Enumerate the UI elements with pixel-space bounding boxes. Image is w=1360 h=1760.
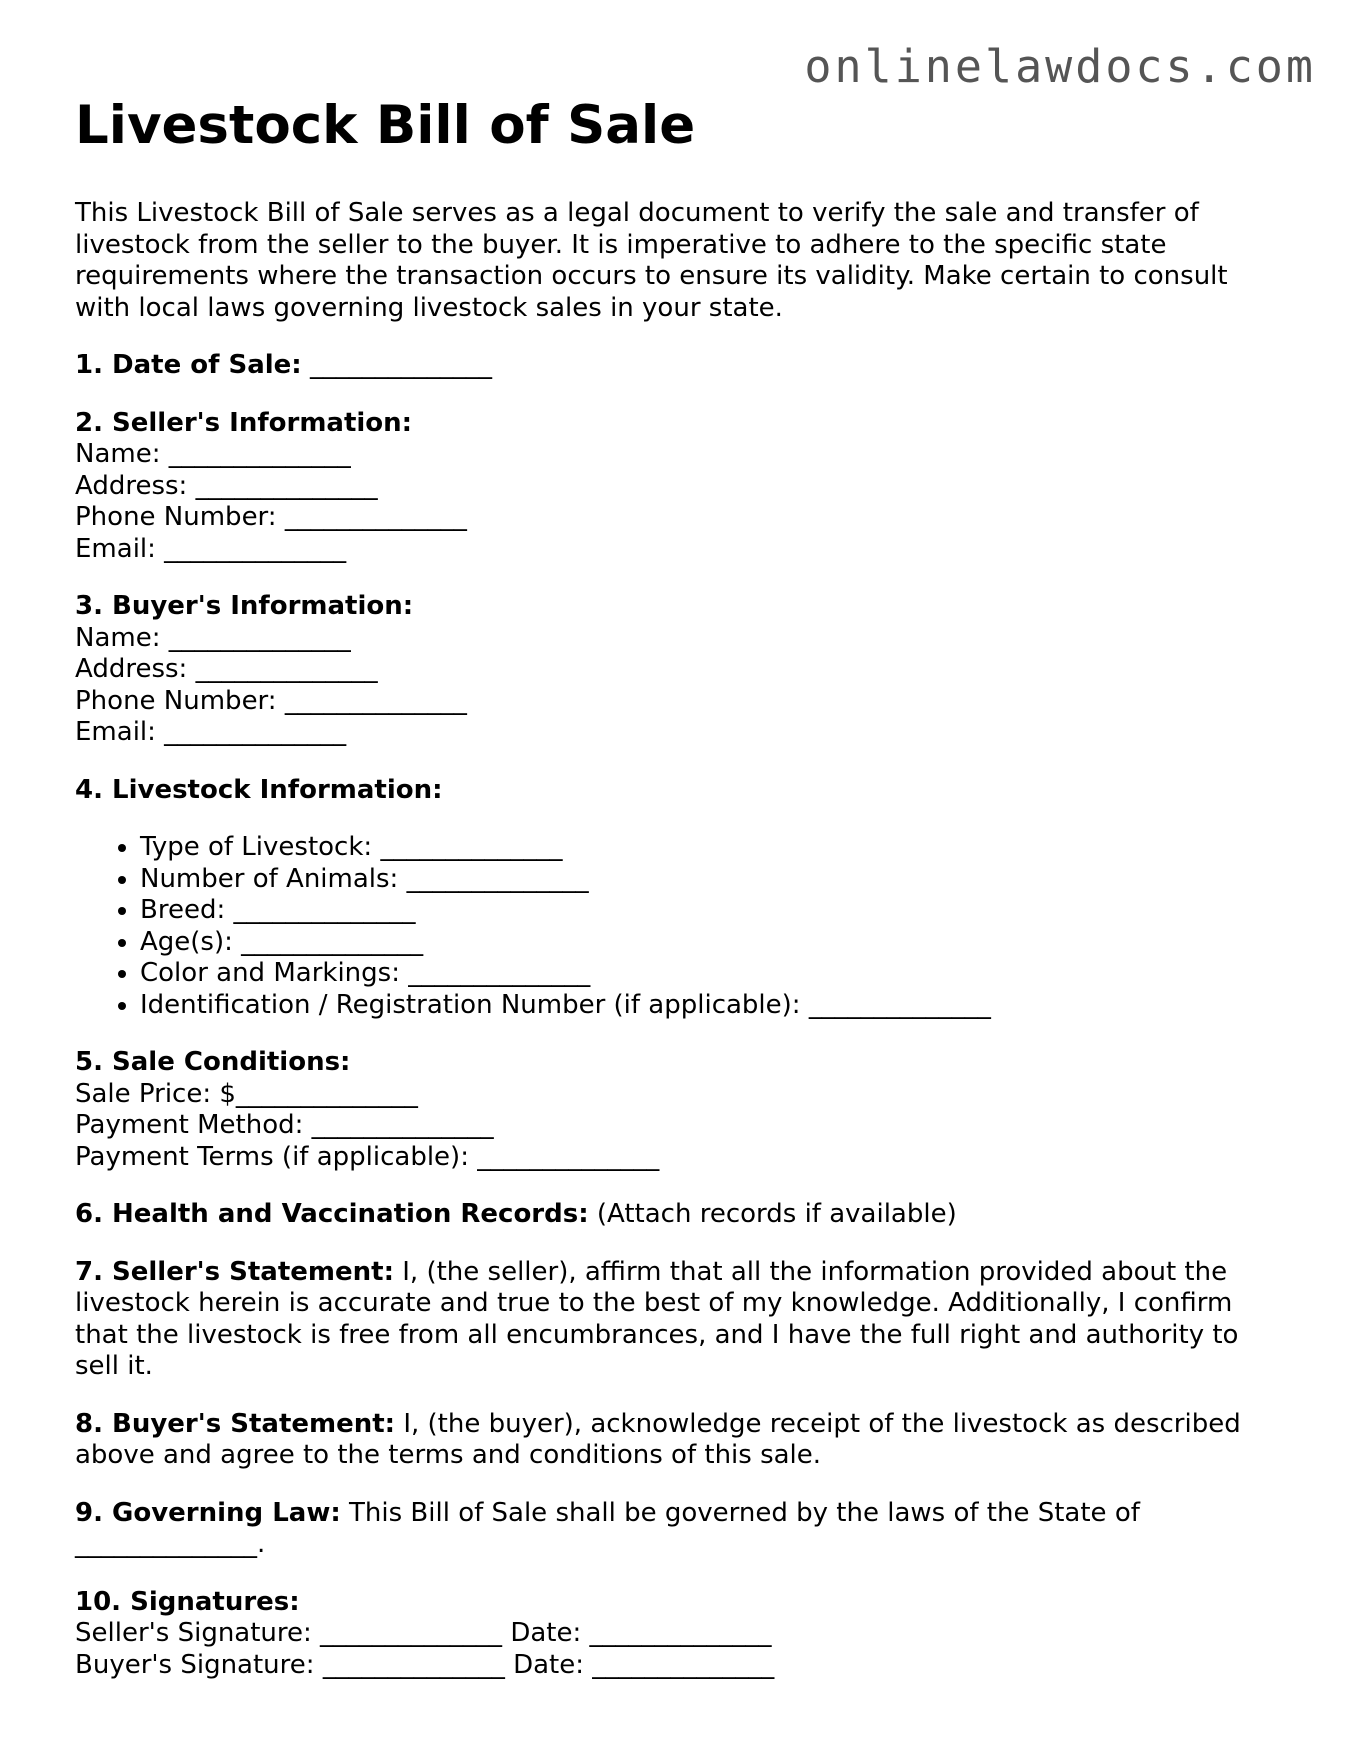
field-label: Phone Number: bbox=[75, 502, 277, 532]
field-label: Phone Number: bbox=[75, 685, 277, 716]
governing-law-section bbox=[75, 1498, 1285, 1561]
seller-name-row bbox=[75, 439, 1285, 471]
seller-address-row bbox=[75, 471, 1285, 503]
seller-info-section bbox=[75, 408, 1285, 566]
field-label: Breed: bbox=[140, 895, 226, 925]
list-item bbox=[140, 990, 1285, 1022]
site-watermark: onlinelawdocs.com bbox=[804, 40, 1316, 93]
date-of-sale-section bbox=[75, 350, 1285, 382]
intro-paragraph: This Livestock Bill of Sale serves as a legal document to verify the sale and transfer of livestock from the seller to the buyer. It is imperative to adhere to the specific state requirements where the transaction occurs to ensure its validity. Make certain to consult with local laws governing livestock sales in your state. bbox=[75, 198, 1228, 323]
signatures-section bbox=[75, 1587, 1285, 1682]
livestock-info-heading: 4. Livestock Information: bbox=[75, 774, 443, 805]
registration-number-blank[interactable]: ______________ bbox=[808, 989, 991, 1020]
health-section bbox=[75, 1199, 1285, 1231]
list-item bbox=[140, 958, 1285, 990]
governing-law-heading: 9. Governing Law: bbox=[75, 1497, 341, 1528]
buyer-name-row bbox=[75, 623, 1285, 655]
buyer-phone-row bbox=[75, 686, 1285, 718]
field-label: Payment Terms (if applicable): bbox=[75, 1141, 469, 1172]
list-item bbox=[140, 832, 1285, 864]
list-item bbox=[140, 895, 1285, 927]
buyer-phone-blank[interactable]: ______________ bbox=[284, 685, 467, 716]
signatures-heading: 10. Signatures: bbox=[75, 1586, 300, 1617]
payment-method-blank[interactable]: ______________ bbox=[311, 1110, 494, 1140]
field-label: Number of Animals: bbox=[140, 863, 399, 894]
color-markings-blank[interactable]: ______________ bbox=[408, 958, 591, 988]
field-label: Color and Markings: bbox=[140, 958, 400, 988]
livestock-type-blank[interactable]: ______________ bbox=[380, 832, 563, 862]
livestock-info-list bbox=[75, 832, 1285, 1021]
buyer-name-blank[interactable]: ______________ bbox=[168, 622, 351, 653]
seller-statement-heading: 7. Seller's Statement: bbox=[75, 1256, 394, 1287]
seller-phone-blank[interactable]: ______________ bbox=[284, 502, 467, 532]
buyer-signature-row bbox=[75, 1650, 1285, 1682]
field-label: Date: bbox=[513, 1649, 584, 1680]
buyer-statement-text: I, (the buyer), acknowledge receipt of the livestock as described above and agree to the terms and conditions of this sale. bbox=[75, 1408, 1241, 1470]
seller-signature-row bbox=[75, 1618, 1285, 1650]
sale-conditions-section bbox=[75, 1047, 1285, 1173]
sale-conditions-heading: 5. Sale Conditions: bbox=[75, 1047, 351, 1077]
payment-terms-blank[interactable]: ______________ bbox=[477, 1141, 660, 1172]
buyer-info-heading: 3. Buyer's Information: bbox=[75, 591, 414, 621]
buyer-statement-section bbox=[75, 1409, 1285, 1472]
seller-email-blank[interactable]: ______________ bbox=[164, 533, 347, 564]
buyer-signature-blank[interactable]: ______________ bbox=[322, 1649, 505, 1680]
field-label: Age(s): bbox=[140, 926, 233, 957]
health-text: (Attach records if available) bbox=[596, 1199, 957, 1229]
seller-date-blank[interactable]: ______________ bbox=[589, 1618, 772, 1648]
field-label: Name: bbox=[75, 439, 161, 469]
livestock-info-section bbox=[75, 775, 1285, 1022]
seller-signature-blank[interactable]: ______________ bbox=[320, 1618, 503, 1648]
field-label: Type of Livestock: bbox=[140, 832, 373, 862]
field-label: Date: bbox=[510, 1618, 582, 1648]
sale-price-blank[interactable]: ______________ bbox=[235, 1078, 418, 1109]
seller-statement-section bbox=[75, 1257, 1285, 1383]
payment-terms-row bbox=[75, 1142, 1285, 1174]
field-label: Email: bbox=[75, 717, 156, 747]
breed-blank[interactable]: ______________ bbox=[233, 895, 416, 925]
document-title: Livestock Bill of Sale bbox=[75, 95, 696, 156]
field-label: Payment Method: bbox=[75, 1110, 304, 1140]
buyer-email-blank[interactable]: ______________ bbox=[164, 717, 347, 747]
payment-method-row bbox=[75, 1110, 1285, 1142]
field-label: Identification / Registration Number (if applicable): bbox=[140, 989, 801, 1020]
seller-name-blank[interactable]: ______________ bbox=[168, 439, 351, 469]
list-item bbox=[140, 864, 1285, 896]
field-label: Address: bbox=[75, 654, 188, 684]
sale-price-row bbox=[75, 1079, 1285, 1111]
document-body bbox=[75, 94, 1285, 1707]
field-label: Seller's Signature: bbox=[75, 1618, 312, 1648]
seller-email-row bbox=[75, 534, 1285, 566]
governing-law-text: This Bill of Sale shall be governed by the laws of the State of bbox=[349, 1497, 1140, 1528]
buyer-statement-heading: 8. Buyer's Statement: bbox=[75, 1408, 396, 1439]
seller-info-heading: 2. Seller's Information: bbox=[75, 407, 413, 438]
seller-statement-text: I, (the seller), affirm that all the information provided about the livestock herein is accurate and true to the best of my knowledge. Additionally, I confirm that the livestock is free from all encumbrances, and I have the full right and authority to sell it. bbox=[75, 1256, 1239, 1381]
field-label: Address: bbox=[75, 470, 188, 501]
buyer-info-section bbox=[75, 591, 1285, 749]
list-item bbox=[140, 927, 1285, 959]
date-of-sale-blank[interactable]: ______________ bbox=[309, 350, 492, 380]
age-blank[interactable]: ______________ bbox=[241, 926, 424, 957]
buyer-email-row bbox=[75, 717, 1285, 749]
buyer-address-row bbox=[75, 654, 1285, 686]
state-blank[interactable]: ______________. bbox=[75, 1529, 266, 1559]
seller-phone-row bbox=[75, 502, 1285, 534]
health-heading: 6. Health and Vaccination Records: bbox=[75, 1199, 589, 1229]
animal-count-blank[interactable]: ______________ bbox=[406, 863, 589, 894]
seller-address-blank[interactable]: ______________ bbox=[195, 470, 378, 501]
field-label: Name: bbox=[75, 622, 161, 653]
buyer-address-blank[interactable]: ______________ bbox=[195, 654, 378, 684]
field-label: Buyer's Signature: bbox=[75, 1649, 315, 1680]
buyer-date-blank[interactable]: ______________ bbox=[592, 1649, 775, 1680]
field-label: Sale Price: $ bbox=[75, 1078, 236, 1109]
date-of-sale-label: 1. Date of Sale: bbox=[75, 350, 302, 380]
field-label: Email: bbox=[75, 533, 156, 564]
